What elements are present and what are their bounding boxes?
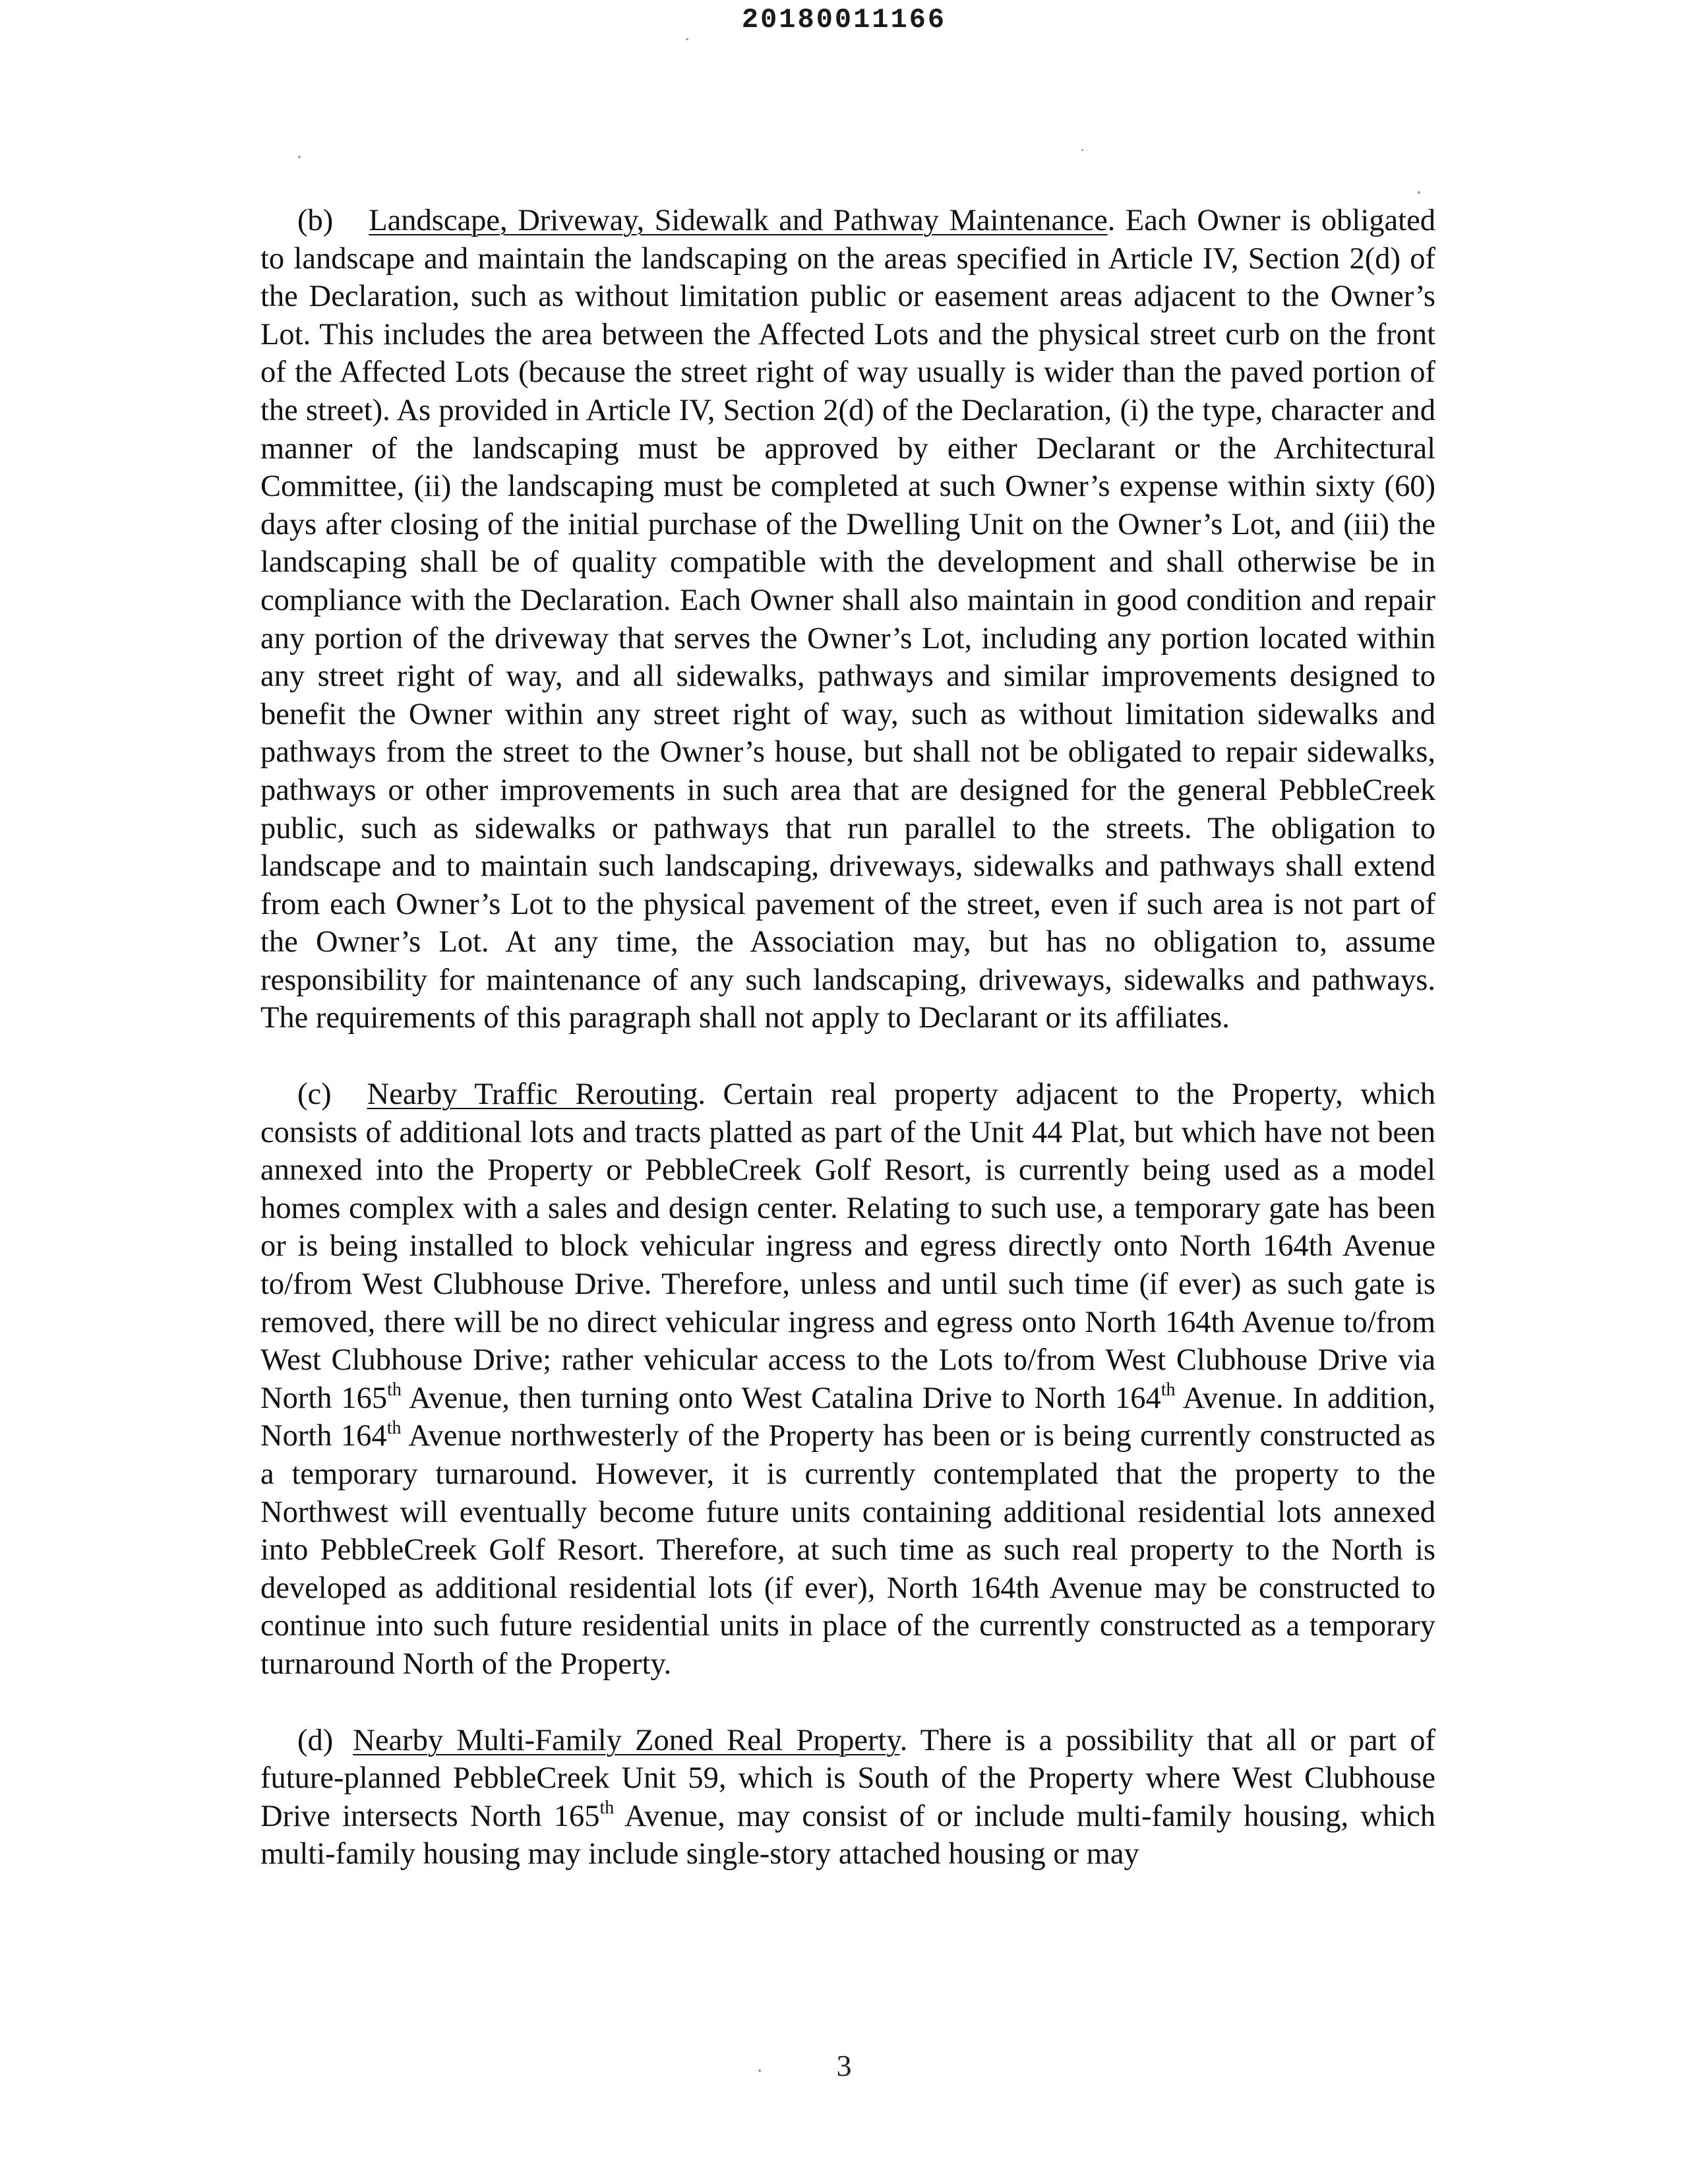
paragraph-body: . Each Owner is obligated to landscape and maintain the landscaping on the areas specified in Article IV, Section 2(d) of the Declaration, such as without limitation public or easement areas adjacent to the Owner’s Lot. This includes the area between the Affected Lots and the physical street curb on the front of the Affected Lots (because the street right of way usually is wider than the paved portion of the street). As provided in Article IV, Section 2(d) of the Declaration, (i) the type, character and manner of the landscaping must be approved by either Declarant or the Architectural Committee, (ii) the landscaping must be completed at such Owner’s expense within sixty (60) days after closing of the initial purchase of the Dwelling Unit on the Owner’s Lot, and (iii) the landscaping shall be of quality compatible with the development and shall otherwise be in compliance with the Declaration. Each Owner shall also maintain in good condition and repair any portion of the driveway that serves the Owner’s Lot, including any portion located within any street right of way, and all sidewalks, pathways and similar improvements designed to benefit the Owner within any street right of way, such as without limitation sidewalks and pathways from the street to the Owner’s house, but shall not be obligated to repair sidewalks, pathways or other improvements in such area that are designed for the general PebbleCreek public, such as sidewalks or pathways that run parallel to the streets. The obligation to landscape and to maintain such landscaping, driveways, sidewalks and pathways shall extend from each Owner’s Lot to the physical pavement of the street, even if such area is not part of the Owner’s Lot. At any time, the Association may, but has no obligation to, assume responsibility for maintenance of any such landscaping, driveways, sidewalks and pathways. The requirements of this paragraph shall not apply to Declarant or its affiliates. [260,204,1435,1035]
scan-speck [686,38,688,40]
ordinal-superscript: th [599,1798,615,1819]
paragraph-heading: Nearby Multi-Family Zoned Real Property [353,1723,900,1757]
document-body [260,202,1435,1873]
scan-speck [758,2069,761,2072]
page-number: 3 [836,2049,852,2082]
paragraph-body: Avenue, then turning onto West Catalina Drive to North 164 [401,1381,1161,1415]
paragraph-body: Avenue, may consist of or include multi-family housing, which multi-family housing may include single-story attached housing or may [260,1799,1435,1871]
paragraph-label: (d) [297,1723,334,1757]
paragraph-c [260,1076,1435,1684]
paragraph-heading: Landscape, Driveway, Sidewalk and Pathway Maintenance [369,204,1108,237]
paragraph-heading: Nearby Traffic Rerouting [367,1077,698,1112]
scan-speck [1418,191,1420,194]
paragraph-body: . Certain real property adjacent to the Property, which consists of additional lots and tracts platted as part of the Unit 44 Plat, but which have not been annexed into the Property or PebbleCreek Golf Resort, is currently being used as a model homes complex with a sales and design center. Relating to such use, a temporary gate has been or is being installed to block vehicular ingress and egress directly onto North 164th Avenue to/from West Clubhouse Drive. Therefore, unless and until such time (if ever) as such gate is removed, there will be no direct vehicular ingress and egress onto North 164th Avenue to/from West Clubhouse Drive; rather vehicular access to the Lots to/from West Clubhouse Drive via North 165 [260,1077,1435,1415]
paragraph-d [260,1722,1435,1873]
ordinal-superscript: th [1160,1380,1176,1401]
scan-speck [298,156,301,158]
paragraph-label: (b) [297,204,334,237]
paragraph-b [260,202,1435,1037]
scan-speck [1081,149,1083,151]
paragraph-body: . There is a possibility that all or part of future-planned PebbleCreek Unit 59, which is South of the Property where West Clubhouse Drive intersects North 165 [260,1723,1435,1833]
paragraph-body: Avenue. In addition, North 164 [260,1381,1435,1453]
paragraph-label: (c) [297,1077,332,1112]
ordinal-superscript: th [387,1380,402,1401]
paragraph-body: Avenue northwesterly of the Property has been or is being currently constructed as a temporary turnaround. However, it is currently contemplated that the property to the Northwest will eventually become future units containing additional residential lots annexed into PebbleCreek Golf Resort. Therefore, at such time as such real property to the North is developed as additional residential lots (if ever), North 164th Avenue may be constructed to continue into such future residential units in place of the currently constructed as a temporary turnaround North of the Property. [260,1419,1435,1681]
recording-number: 20180011166 [741,4,947,36]
ordinal-superscript: th [386,1417,402,1438]
